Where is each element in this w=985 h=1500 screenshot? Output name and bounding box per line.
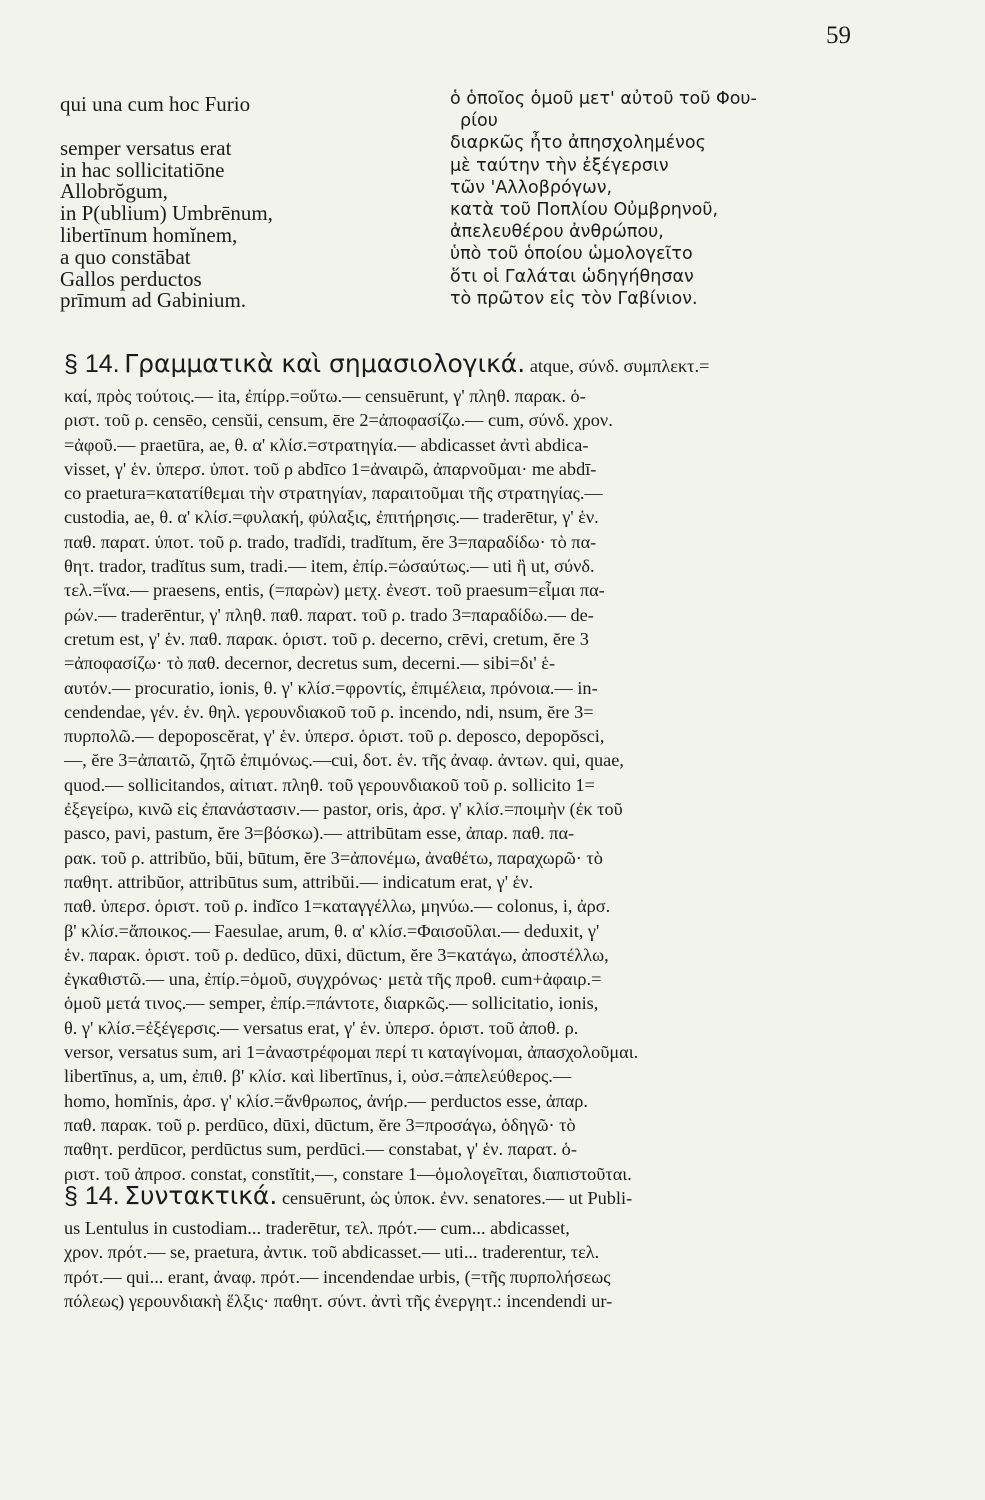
section-text-line: pasco, pavi, pastum, ĕre 3=βόσκω).— attribūtam esse, ἀπαρ. παθ. πα- bbox=[64, 823, 575, 844]
section-text-line: co praetura=κατατίθεμαι τὴν στρατηγίαν, παραιτοῦμαι τῆς στρατηγίας.— bbox=[64, 483, 603, 504]
section-text-line: visset, γ' ἑν. ὑπερσ. ὑποτ. τοῦ ρ abdīco 1=ἀναιρῶ, ἀπαρνοῦμαι· me abdī- bbox=[64, 458, 597, 479]
section-text-line: quod.— sollicitandos, αἰτιατ. πληθ. τοῦ γερουνδιακοῦ τοῦ ρ. sollicito 1= bbox=[64, 774, 595, 795]
section-text-line: παθ. ὑπερσ. ὁριστ. τοῦ ρ. indĭco 1=καταγγέλλω, μηνύω.— colonus, i, ἀρσ. bbox=[64, 896, 611, 917]
section-text-line: τελ.=ἵνα.— praesens, entis, (=παρὼν) μετχ. ἐνεστ. τοῦ praesum=εἶμαι πα- bbox=[64, 580, 605, 601]
section-text-line: ἐγκαθιστῶ.— una, ἐπίρ.=ὁμοῦ, συγχρόνως· μετὰ τῆς προθ. cum+ἀφαιρ.= bbox=[64, 969, 602, 990]
section-text-line: ρακ. τοῦ ρ. attribŭo, bŭi, būtum, ĕre 3=ἀπονέμω, ἀναθέτω, παραχωρῶ· τὸ bbox=[64, 847, 603, 868]
latin-line: Gallos perductos bbox=[60, 266, 202, 291]
section-text-line: θ. γ' κλίσ.=ἐξέγερσις.— versatus erat, γ' ἑν. ὑπερσ. ὁριστ. τοῦ ἀποθ. ρ. bbox=[64, 1017, 579, 1038]
latin-line: in P(ublium) Umbrēnum, bbox=[60, 201, 273, 226]
section-text-line: πρότ.— qui... erant, ἀναφ. πρότ.— incendendae urbis, (=τῆς πυρπολήσεως bbox=[64, 1266, 611, 1287]
syntax-section bbox=[64, 1178, 872, 1313]
greek-line: ὅτι οἱ Γαλάται ὡδηγήθησαν bbox=[450, 266, 694, 287]
section-text-line: ριστ. τοῦ ρ. censēo, censŭi, censum, ēre 2=ἀποφασίζω.— cum, σύνδ. χρον. bbox=[64, 410, 613, 431]
section-text-line: custodia, ae, θ. α' κλίσ.=φυλακή, φύλαξις, ἐπιτήρησις.— traderētur, γ' ἑν. bbox=[64, 507, 599, 528]
latin-line: qui una cum hoc Furio bbox=[60, 92, 251, 116]
section-text-line: versor, versatus sum, ari 1=ἀναστρέφομαι περί τι καταγίνομαι, ἀπασχολοῦμαι. bbox=[64, 1042, 639, 1063]
section-text-line: us Lentulus in custodiam... traderētur, τελ. πρότ.— cum... abdicasset, bbox=[64, 1218, 570, 1238]
latin-line: prīmum ad Gabinium. bbox=[60, 288, 247, 313]
section-number: § 14. bbox=[64, 1182, 120, 1210]
section-text-line: cretum est, γ' ἑν. παθ. παρακ. ὁριστ. τοῦ ρ. decerno, crēvi, cretum, ĕre 3 bbox=[64, 628, 589, 649]
greek-translation-column bbox=[450, 88, 890, 310]
greek-line: κατὰ τοῦ Ποπλίου Οὐμβρηνοῦ, bbox=[450, 200, 719, 221]
latin-line: Allobrŏgum, bbox=[60, 179, 168, 204]
section-body bbox=[64, 384, 872, 1186]
section-text-line: =ἀποφασίζω· τὸ παθ. decernor, decretus sum, decerni.— sibi=δι' ἑ- bbox=[64, 653, 556, 674]
grammar-semantics-section bbox=[64, 346, 872, 1186]
section-text-line: παθητ. perdūcor, perdūctus sum, perdūci.— constabat, γ' ἑν. παρατ. ὁ- bbox=[64, 1139, 577, 1160]
section-title: Συντακτικά. bbox=[124, 1181, 278, 1210]
greek-line: ὁ ὁποῖος ὁμοῦ μετ' αὐτοῦ τοῦ Φου- bbox=[450, 89, 757, 109]
section-text-line: homo, homĭnis, ἀρσ. γ' κλίσ.=ἄνθρωπος, ἀνήρ.— perductos esse, ἀπαρ. bbox=[64, 1090, 588, 1111]
section-first-line-text: atque, σύνδ. συμπλεκτ.= bbox=[529, 356, 710, 376]
section-text-line: θητ. trador, tradĭtus sum, tradi.— item, ἐπίρ.=ὡσαύτως.— uti ἢ ut, σύνδ. bbox=[64, 556, 595, 577]
greek-line: ἀπελευθέρου ἀνθρώπου, bbox=[450, 222, 664, 243]
section-text-line: cendendae, γέν. ἑν. θηλ. γερουνδιακοῦ τοῦ ρ. incendo, ndi, nsum, ĕre 3= bbox=[64, 701, 594, 722]
section-text-line: ἑν. παρακ. ὁριστ. τοῦ ρ. dedūco, dūxi, dūctum, ĕre 3=κατάγω, ἀποστέλλω, bbox=[64, 944, 609, 965]
section-text-line: β' κλίσ.=ἄποικος.— Faesulae, arum, θ. α' κλίσ.=Φαισοῦλαι.— deduxit, γ' bbox=[64, 920, 600, 941]
latin-line: a quo constābat bbox=[60, 244, 191, 269]
latin-line: semper versatus erat bbox=[60, 135, 232, 160]
section-text-line: παθ. παρακ. τοῦ ρ. perdūco, dūxi, dūctum, ĕre 3=προσάγω, ὁδηγῶ· τὸ bbox=[64, 1114, 576, 1135]
section-text-line: παθ. παρατ. ὑποτ. τοῦ ρ. trado, tradĭdi, tradĭtum, ĕre 3=παραδίδω· τὸ πα- bbox=[64, 531, 597, 552]
section-text-line: =ἀφοῦ.— praetūra, ae, θ. α' κλίσ.=στρατηγία.— abdicasset ἀντὶ abdica- bbox=[64, 434, 589, 455]
section-heading-line bbox=[64, 1178, 872, 1216]
greek-line: τὸ πρῶτον εἰς τὸν Γαβίνιον. bbox=[450, 288, 698, 309]
greek-line: ρίου bbox=[460, 111, 498, 132]
section-text-line: παθητ. attribŭor, attribūtus sum, attribŭi.— indicatum erat, γ' ἑν. bbox=[64, 871, 534, 892]
page-number: 59 bbox=[826, 22, 851, 49]
section-text-line: ἐξεγείρω, κινῶ εἰς ἐπανάστασιν.— pastor, oris, ἀρσ. γ' κλίσ.=ποιμὴν (ἐκ τοῦ bbox=[64, 799, 623, 820]
section-heading-line bbox=[64, 346, 872, 384]
section-text-line: καί, πρὸς τούτοις.— ita, ἐπίρρ.=οὕτω.— censuērunt, γ' πληθ. παρακ. ὁ- bbox=[64, 386, 586, 406]
latin-gap bbox=[60, 116, 390, 138]
section-title: Γραμματικὰ καὶ σημασιολογικά. bbox=[124, 349, 526, 378]
latin-line: libertīnum homĭnem, bbox=[60, 222, 238, 247]
section-text-line: πυρπολῶ.— depoposcĕrat, γ' ἑν. ὑπερσ. ὁριστ. τοῦ ρ. deposco, depopŏsci, bbox=[64, 726, 605, 747]
section-text-line: χρον. πρότ.— se, praetura, ἀντικ. τοῦ abdicasset.— uti... traderentur, τελ. bbox=[64, 1242, 600, 1263]
section-text-line: ρών.— traderēntur, γ' πληθ. παθ. παρατ. τοῦ ρ. trado 3=παραδίδω.— de- bbox=[64, 604, 594, 625]
greek-line: ὑπὸ τοῦ ὁποίου ὡμολογεῖτο bbox=[450, 244, 693, 265]
section-first-line-text: censuērunt, ὡς ὑποκ. ἐνν. senatores.— ut Publi- bbox=[281, 1188, 633, 1208]
greek-line: διαρκῶς ἦτο ἀπησχολημένος bbox=[450, 133, 706, 154]
greek-line: τῶν 'Αλλοβρόγων, bbox=[450, 177, 613, 198]
section-text-line: ὁμοῦ μετά τινος.— semper, ἐπίρ.=πάντοτε, διαρκῶς.— sollicitatio, ionis, bbox=[64, 993, 599, 1014]
section-text-line: αυτόν.— procuratio, ionis, θ. γ' κλίσ.=φροντίς, ἐπιμέλεια, πρόνοια.— in- bbox=[64, 677, 598, 698]
section-text-line: libertīnus, a, um, ἐπιθ. β' κλίσ. καὶ libertīnus, i, οὐσ.=ἀπελεύθερος.— bbox=[64, 1066, 572, 1087]
section-number: § 14. bbox=[64, 350, 120, 378]
section-body bbox=[64, 1216, 872, 1313]
greek-line: μὲ ταύτην τὴν ἐξέγερσιν bbox=[450, 155, 669, 176]
section-text-line: πόλεως) γερουνδιακὴ ἕλξις· παθητ. σύντ. ἀντὶ τῆς ἐνεργητ.: incendendi ur- bbox=[64, 1290, 613, 1311]
latin-line: in hac sollicitatiōne bbox=[60, 157, 225, 182]
section-text-line: —, ĕre 3=ἀπαιτῶ, ζητῶ ἐπιμόνως.—cui, δοτ. ἑν. τῆς ἀναφ. ἀντων. qui, quae, bbox=[64, 750, 624, 771]
section-text-line: ριστ. τοῦ ἀπροσ. constat, constĭtit,—, constare 1—ὁμολογεῖται, διαπιστοῦται. bbox=[64, 1163, 632, 1184]
latin-text-column bbox=[60, 94, 390, 312]
